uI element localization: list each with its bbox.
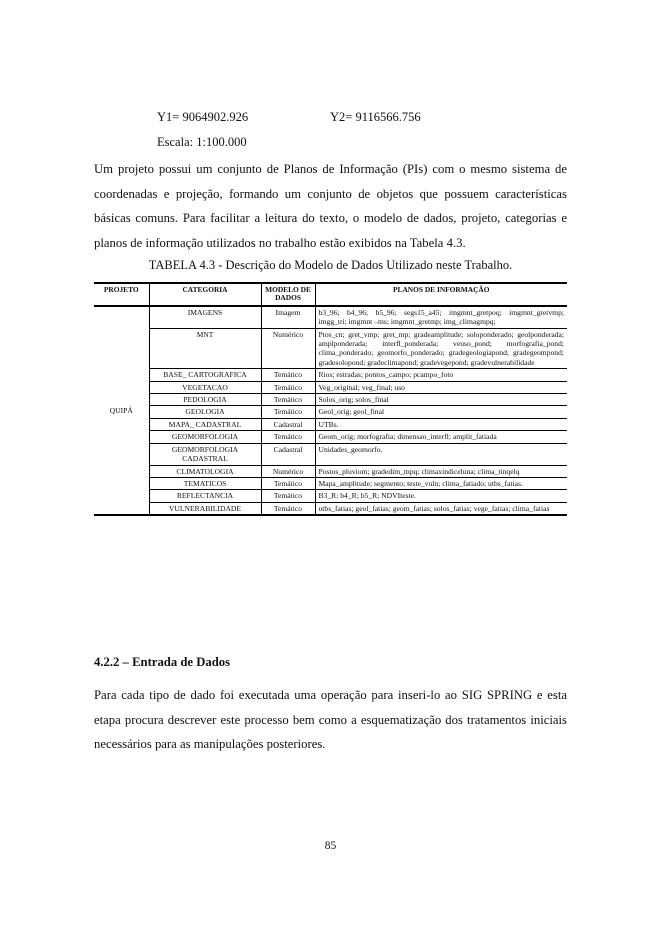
page-number: 85 [324, 840, 337, 852]
model-cell: Temático [261, 381, 315, 393]
planes-cell: Veg_original; veg_final; uso [315, 381, 567, 393]
planes-cell: B3_R; b4_R; b5_R; NDVIteste. [315, 490, 567, 502]
table-row [94, 406, 567, 418]
table-row [94, 328, 567, 369]
category-cell: CLIMATOLOGIA [149, 465, 261, 477]
model-cell: Cadastral [261, 418, 315, 430]
category-cell: MNT [149, 328, 261, 369]
category-cell: IMAGENS [149, 306, 261, 328]
model-cell: Temático [261, 406, 315, 418]
table-row [94, 477, 567, 489]
model-cell: Temático [261, 502, 315, 515]
planes-cell: Ptos_cn; gret_vmp; gret_mp; gradeamplitude; soloponderado; geolponderada; amplponderada; interfl_ponderada; veuso_pond; morfografia_pond; clima_ponderado; geomorfo_ponderado; gradegeologiapond; gradegeompond; gradesolopond; gradeclimapond; gradevegepond; gradevulnerabilidade [315, 328, 567, 369]
planes-cell: Unidades_geomorfo. [315, 443, 567, 465]
planes-cell: utbs_fatias; geol_fatias; geom_fatias; solos_fatias; vege_fatias; clima_fatias [315, 502, 567, 515]
header-modelo: MODELO DE DADOS [261, 283, 315, 306]
category-cell: REFLECTANCIA [149, 490, 261, 502]
category-cell: VULNERABILIDADE [149, 502, 261, 515]
category-cell: GEOMORFOLOGIA CADASTRAL [149, 443, 261, 465]
planes-cell: UTBs. [315, 418, 567, 430]
planes-cell: Mapa_amplitude; segmento; teste_vuln; clima_fatiado; utbs_fatias. [315, 477, 567, 489]
planes-cell: Geol_orig; geol_final [315, 406, 567, 418]
category-cell: PEDOLOGIA [149, 394, 261, 406]
planes-cell: Geom_orig; morfografia; dimensao_interfl; amplit_fatiada [315, 431, 567, 443]
category-cell: GEOLOGIA [149, 406, 261, 418]
table-row [94, 465, 567, 477]
header-planos: PLANOS DE INFORMAÇÃO [315, 283, 567, 306]
table-row [94, 431, 567, 443]
model-cell: Temático [261, 369, 315, 381]
planes-cell: b3_96; b4_96; b5_96; segs15_a45; imgmnt_gretpoq; imgmnt_gretvmp; imgg_tri; imgmnt –ms; imgmnt_gretmp; img_climagmpq; [315, 306, 567, 328]
project-cell: QUIPÁ [94, 306, 149, 515]
table-row [94, 490, 567, 502]
section-heading: 4.2.2 – Entrada de Dados [94, 655, 231, 669]
planes-cell: Solos_orig; solos_final [315, 394, 567, 406]
category-cell: GEOMORFOLOGIA [149, 431, 261, 443]
planes-cell: Postos_pluviom; gradedim_mpq; climaxindiceluna; clima_tinqelq [315, 465, 567, 477]
header-projeto: PROJETO [94, 283, 149, 306]
model-cell: Temático [261, 490, 315, 502]
scale-text: Escala: 1:100.000 [157, 135, 247, 149]
category-cell: TEMATICOS [149, 477, 261, 489]
intro-paragraph: Um projeto possui um conjunto de Planos de Informação (PIs) com o mesmo sistema de coordenadas e projeção, formando um conjunto de objetos que possuem características básicas comuns. Para facilitar a leitura do texto, o modelo de dados, projeto, categorias e planos de informação utilizados no trabalho estão exibidos na Tabela 4.3. [94, 162, 567, 250]
data-model-table [94, 282, 567, 516]
data-entry-paragraph: Para cada tipo de dado foi executada uma operação para inseri-lo ao SIG SPRING e esta etapa procura descrever este processo bem como a esquematização dos tratamentos iniciais necessários para as manipulações posteriores. [94, 688, 567, 751]
model-cell: Temático [261, 394, 315, 406]
planes-cell: Rios; estradas; pontos_campo; pcampo_foto [315, 369, 567, 381]
category-cell: BASE_ CARTOGRAFICA [149, 369, 261, 381]
table-row [94, 306, 567, 328]
y1-coordinate: Y1= 9064902.926 [157, 110, 249, 124]
category-cell: MAPA_ CADASTRAL [149, 418, 261, 430]
model-cell: Cadastral [261, 443, 315, 465]
table-caption: TABELA 4.3 - Descrição do Modelo de Dados Utilizado neste Trabalho. [148, 258, 513, 272]
table-row [94, 369, 567, 381]
table-row [94, 394, 567, 406]
y2-coordinate: Y2= 9116566.756 [330, 110, 421, 124]
model-cell: Numérico [261, 465, 315, 477]
model-cell: Imagem [261, 306, 315, 328]
table-header-row [94, 283, 567, 306]
table-row [94, 443, 567, 465]
table-row [94, 418, 567, 430]
table-row [94, 381, 567, 393]
model-cell: Temático [261, 431, 315, 443]
header-categoria: CATEGORIA [149, 283, 261, 306]
model-cell: Temático [261, 477, 315, 489]
category-cell: VEGETACAO [149, 381, 261, 393]
model-cell: Numérico [261, 328, 315, 369]
coordinates-block [157, 110, 421, 160]
table-row [94, 502, 567, 515]
